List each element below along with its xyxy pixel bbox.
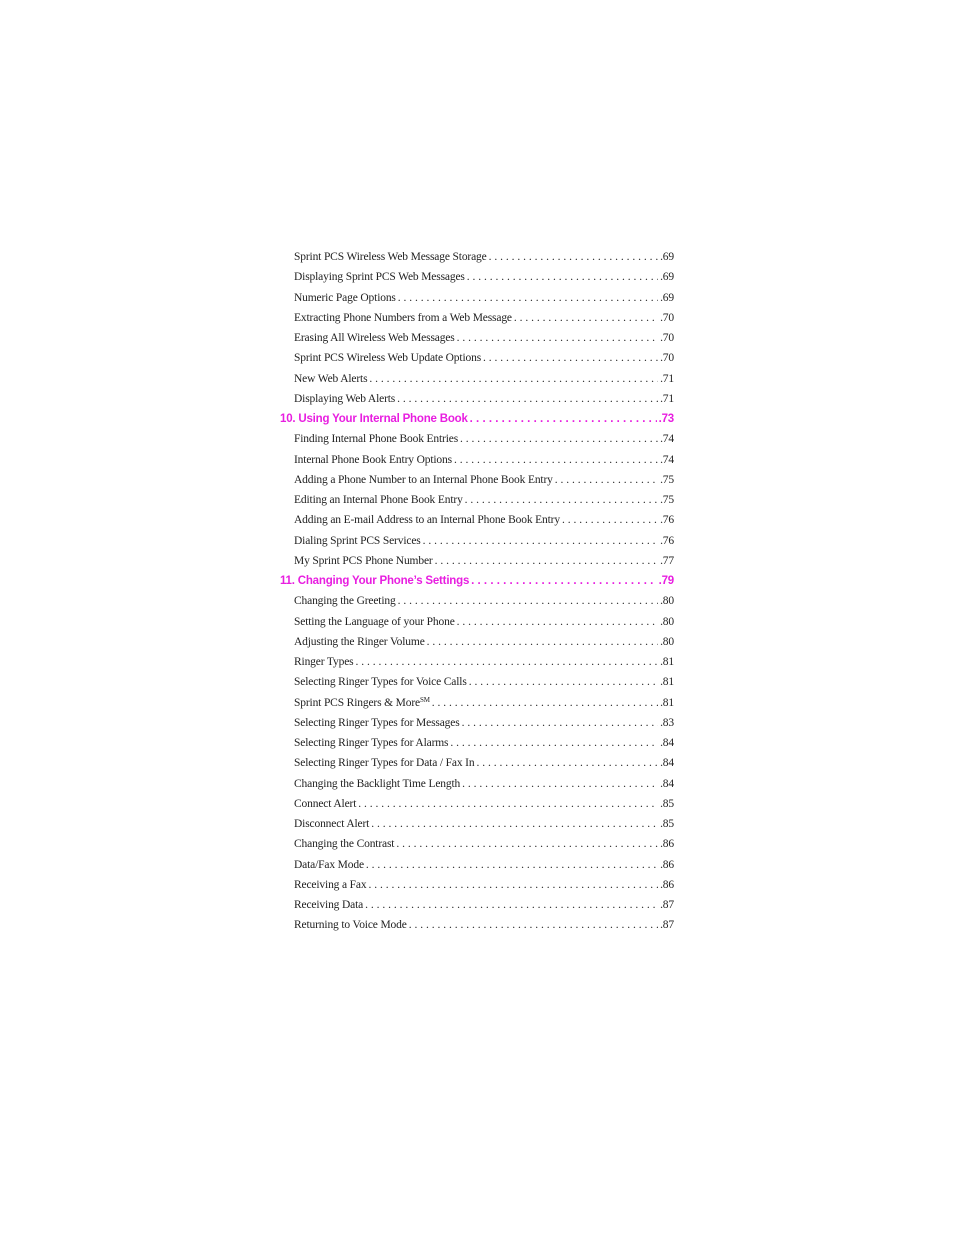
toc-page-number: .79 — [658, 575, 674, 587]
dot-leader — [398, 288, 658, 308]
toc-entry[interactable] — [280, 510, 674, 530]
toc-entry-title — [294, 915, 407, 935]
toc-entry-title — [280, 571, 469, 591]
toc-page-number: .71 — [660, 372, 674, 385]
toc-entry-title — [294, 591, 396, 611]
dot-leader — [454, 450, 658, 470]
toc-entry-title-text: 11. Changing Your Phone’s Settings — [280, 575, 470, 587]
toc-page-number: .86 — [660, 858, 674, 871]
toc-entry[interactable] — [280, 915, 674, 935]
toc-page-number: .69 — [660, 271, 674, 284]
toc-entry-title-text: Selecting Ringer Types for Voice Calls — [294, 676, 467, 689]
dot-leader — [427, 632, 658, 652]
toc-entry-title-text: Sprint PCS Wireless Web Message Storage — [294, 251, 487, 263]
toc-entry[interactable] — [280, 591, 674, 611]
table-of-contents — [280, 247, 674, 936]
toc-entry-title-text: Adding a Phone Number to an Internal Phone Book Entry — [294, 473, 553, 486]
toc-entry-title — [294, 834, 394, 854]
dot-leader — [483, 348, 658, 368]
toc-page-number: .84 — [660, 757, 674, 770]
toc-entry[interactable] — [280, 895, 674, 915]
toc-entry[interactable] — [280, 632, 674, 652]
dot-leader — [514, 308, 658, 328]
dot-leader — [368, 875, 658, 895]
toc-entry-title-text: Displaying Sprint PCS Web Messages — [294, 271, 465, 284]
toc-entry-title-text: Adding an E-mail Address to an Internal Phone Book Entry — [294, 514, 560, 527]
dot-leader — [465, 490, 658, 510]
service-mark: SM — [419, 695, 430, 704]
toc-entry-title — [294, 713, 460, 733]
dot-leader — [489, 247, 658, 267]
toc-entry-title-text: Sprint PCS Wireless Web Update Options — [294, 352, 482, 365]
toc-entry-title — [294, 895, 363, 915]
dot-leader — [457, 328, 658, 348]
dot-leader — [369, 369, 658, 389]
toc-entry[interactable] — [280, 490, 674, 510]
toc-page-number: .80 — [660, 635, 674, 648]
toc-entry-title — [294, 794, 356, 814]
toc-entry[interactable] — [280, 814, 674, 834]
dot-leader — [476, 753, 658, 773]
toc-entry[interactable] — [280, 308, 674, 328]
toc-page-number: .87 — [660, 899, 674, 911]
toc-entry[interactable] — [280, 531, 674, 551]
toc-entry-title-text: Changing the Greeting — [294, 595, 396, 608]
toc-entry-title-text: Data/Fax Mode — [294, 858, 364, 871]
toc-page-number: .87 — [660, 919, 674, 932]
toc-entry-title — [294, 733, 448, 753]
toc-page-number: .74 — [660, 433, 674, 446]
toc-page-number: .71 — [660, 392, 674, 405]
toc-entry[interactable] — [280, 369, 674, 389]
toc-entry-title — [294, 652, 353, 672]
dot-leader — [397, 389, 658, 409]
toc-entry-title-text: Selecting Ringer Types for Data / Fax In — [294, 757, 475, 770]
toc-page-number: .69 — [660, 251, 674, 263]
toc-page-number: .81 — [660, 676, 674, 689]
toc-entry-title — [294, 612, 455, 632]
toc-page-number: .81 — [660, 656, 674, 668]
toc-entry-title — [294, 470, 553, 490]
toc-page-number: .81 — [660, 696, 674, 709]
toc-entry[interactable] — [280, 875, 674, 895]
toc-entry-title — [294, 308, 512, 328]
dot-leader — [469, 672, 658, 692]
toc-entry-title — [294, 450, 452, 470]
toc-entry-title-text: Sprint PCS Ringers & More — [294, 696, 420, 709]
toc-page-number: .76 — [660, 514, 674, 527]
dot-leader — [396, 834, 658, 854]
toc-entry-title-text: Finding Internal Phone Book Entries — [294, 433, 459, 446]
toc-entry[interactable] — [280, 288, 674, 308]
toc-entry-title-text: Internal Phone Book Entry Options — [294, 453, 452, 466]
toc-page-number: .80 — [660, 595, 674, 608]
toc-entry-title — [294, 531, 421, 551]
toc-page-number: .84 — [660, 777, 674, 790]
toc-entry-title — [294, 389, 395, 409]
toc-page-number: .73 — [658, 413, 674, 425]
toc-entry-title-text: Selecting Ringer Types for Messages — [294, 716, 460, 729]
toc-entry-title-text: Displaying Web Alerts — [294, 392, 396, 405]
toc-entry-title-text: Erasing All Wireless Web Messages — [294, 332, 455, 344]
toc-entry[interactable] — [280, 348, 674, 368]
toc-entry[interactable] — [280, 389, 674, 409]
toc-entry-title — [294, 693, 430, 713]
toc-entry-title-text: My Sprint PCS Phone Number — [294, 554, 433, 567]
toc-entry[interactable] — [280, 794, 674, 814]
toc-entry-title-text: Setting the Language of your Phone — [294, 615, 455, 628]
toc-entry-title-text: Disconnect Alert — [294, 818, 370, 830]
toc-entry-title — [294, 510, 560, 530]
dot-leader — [450, 733, 658, 753]
toc-page-number: .75 — [660, 473, 674, 486]
dot-leader — [460, 429, 658, 449]
toc-entry[interactable] — [280, 693, 674, 713]
dot-leader — [355, 652, 658, 672]
toc-entry-title-text: 10. Using Your Internal Phone Book — [280, 413, 468, 425]
dot-leader — [562, 510, 658, 530]
toc-entry-title-text: Editing an Internal Phone Book Entry — [294, 494, 463, 506]
dot-leader — [409, 915, 658, 935]
toc-entry-title — [294, 429, 458, 449]
toc-entry[interactable] — [280, 551, 674, 571]
toc-chapter-heading[interactable] — [280, 571, 674, 591]
toc-entry-title — [294, 490, 463, 510]
toc-entry[interactable] — [280, 652, 674, 672]
dot-leader — [371, 814, 658, 834]
toc-page-number: .70 — [660, 311, 674, 324]
toc-entry-title — [294, 814, 369, 834]
dot-leader — [467, 267, 658, 287]
toc-page-number: .84 — [660, 737, 674, 749]
toc-entry-title — [294, 247, 487, 267]
toc-page-number: .80 — [660, 615, 674, 628]
toc-entry-title-text: Returning to Voice Mode — [294, 919, 407, 932]
toc-entry[interactable] — [280, 774, 674, 794]
toc-page-number: .74 — [660, 453, 674, 466]
toc-entry-title — [294, 753, 474, 773]
toc-chapter-heading[interactable] — [280, 409, 674, 429]
toc-entry[interactable] — [280, 247, 674, 267]
toc-entry[interactable] — [280, 328, 674, 348]
toc-entry-title-text: Ringer Types — [294, 656, 354, 668]
toc-entry[interactable] — [280, 450, 674, 470]
dot-leader — [471, 571, 656, 591]
toc-page-number: .85 — [660, 797, 674, 810]
toc-page-number: .76 — [660, 534, 674, 547]
toc-entry[interactable] — [280, 855, 674, 875]
toc-entry-title-text: Changing the Backlight Time Length — [294, 777, 461, 790]
toc-entry-title-text: Adjusting the Ringer Volume — [294, 635, 425, 648]
toc-entry-title-text: New Web Alerts — [294, 372, 368, 385]
dot-leader — [423, 531, 658, 551]
toc-entry-title — [294, 369, 367, 389]
toc-entry-title — [294, 288, 396, 308]
toc-entry[interactable] — [280, 267, 674, 287]
toc-entry-title — [294, 774, 460, 794]
dot-leader — [432, 693, 658, 713]
dot-leader — [366, 855, 658, 875]
dot-leader — [435, 551, 658, 571]
toc-page-number: .69 — [660, 291, 674, 304]
toc-entry-title — [294, 348, 481, 368]
dot-leader — [462, 713, 659, 733]
toc-page-number: .77 — [660, 554, 674, 567]
toc-entry-title — [294, 855, 364, 875]
toc-page-number: .70 — [660, 352, 674, 365]
toc-entry[interactable] — [280, 672, 674, 692]
dot-leader — [398, 591, 658, 611]
toc-entry-title-text: Changing the Contrast — [294, 838, 395, 851]
toc-entry[interactable] — [280, 470, 674, 490]
toc-entry-title-text: Receiving Data — [294, 899, 364, 911]
toc-page-number: .75 — [660, 494, 674, 506]
toc-entry-title-text: Connect Alert — [294, 797, 357, 810]
dot-leader — [365, 895, 658, 915]
toc-entry-title — [294, 551, 433, 571]
toc-page-number: .83 — [660, 716, 674, 729]
toc-page-number: .85 — [660, 818, 674, 830]
toc-entry[interactable] — [280, 753, 674, 773]
toc-entry-title-text: Numeric Page Options — [294, 291, 396, 304]
toc-entry-title — [294, 267, 465, 287]
toc-entry[interactable] — [280, 834, 674, 854]
dot-leader — [462, 774, 658, 794]
toc-page-number: .86 — [660, 838, 674, 851]
toc-entry-title-text: Extracting Phone Numbers from a Web Message — [294, 311, 512, 324]
dot-leader — [457, 612, 658, 632]
toc-page-number: .86 — [660, 878, 674, 891]
toc-entry-title — [294, 875, 366, 895]
toc-entry-title-text: Dialing Sprint PCS Services — [294, 534, 421, 547]
toc-entry[interactable] — [280, 429, 674, 449]
toc-entry[interactable] — [280, 733, 674, 753]
dot-leader — [470, 409, 657, 429]
toc-entry-title — [294, 672, 467, 692]
toc-entry-title — [280, 409, 468, 429]
toc-entry-title-text: Selecting Ringer Types for Alarms — [294, 737, 449, 749]
toc-page-number: .70 — [660, 332, 674, 344]
toc-entry-title — [294, 632, 425, 652]
toc-entry-title — [294, 328, 455, 348]
toc-entry[interactable] — [280, 713, 674, 733]
toc-entry[interactable] — [280, 612, 674, 632]
dot-leader — [555, 470, 658, 490]
dot-leader — [358, 794, 658, 814]
toc-entry-title-text: Receiving a Fax — [294, 878, 367, 891]
